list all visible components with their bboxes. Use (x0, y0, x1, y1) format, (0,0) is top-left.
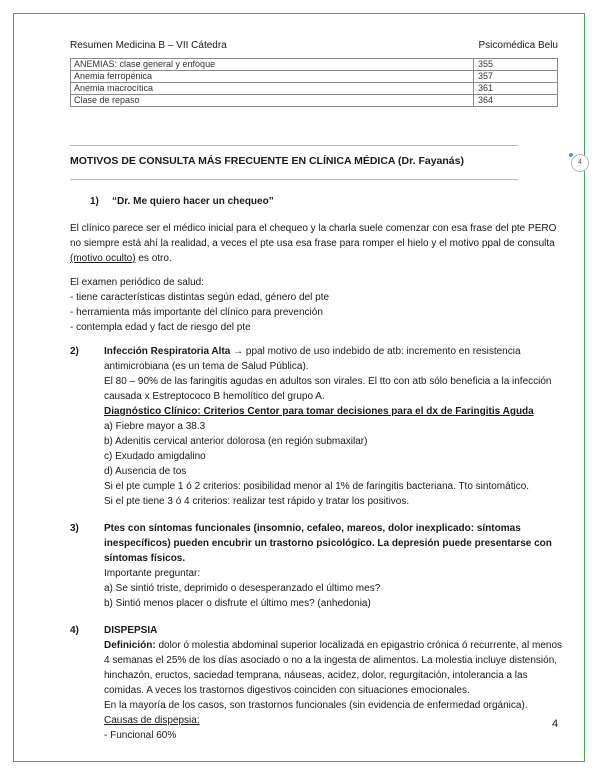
item2-rule2: Si el pte tiene 3 ó 4 criterios: realizar test rápido y tratar los positivos. (104, 496, 410, 507)
list-item: b) Adenitis cervical anterior dolorosa (en región submaxilar) (104, 436, 368, 447)
item1-paragraph (70, 221, 562, 266)
item1-title: “Dr. Me quiero hacer un chequeo” (112, 196, 274, 207)
item2-block: 2) Infección Respiratoria Alta → ppal motivo de uso indebido de atb: incremento en resistencia antimicrobiana (es un tema de Salud Pública). El 80 – 90% de las faringitis agudas en adultos son virales. El tto con atb sólo beneficia a la infección causada x Estreptococo B hemolítico del grupo A. Diagnóstico Clínico: Criterios Centor para tomar decisiones para el dx de Faringitis Aguda a) Fiebre mayor a 38.3 b) Adenitis cervical anterior dolorosa (en región submaxilar) c) Exudado amigdalino d) Ausencia de tos Si el pte cumple 1 ó 2 criterios: posibilidad menor al 1% de faringitis bacteriana. Tto sintomático. Si el pte tiene 3 ó 4 criterios: realizar test rápido y tratar los positivos. (70, 344, 562, 509)
checkup-intro: El examen periódico de salud: (70, 277, 204, 288)
item3-ask: Importante preguntar: (104, 568, 201, 579)
header-right: Psicomédica Belu (478, 40, 558, 51)
item1-text-b: es otro. (135, 253, 172, 264)
list-item: - tiene características distintas según edad, género del pte (70, 292, 330, 303)
list-item: a) Se sintió triste, deprimido o desesperanzado el último mes? (104, 583, 381, 594)
item4-majority: En la mayoría de los casos, son trastornos funcionales (sin evidencia de enfermedad orgánica). (104, 700, 528, 711)
definition-label: Definición: (104, 640, 156, 651)
section-title: MOTIVOS DE CONSULTA MÁS FRECUENTE EN CLÍNICA MÉDICA (Dr. Fayanás) (70, 155, 464, 167)
item1-number: 1) (90, 196, 99, 207)
item2-subheading: Diagnóstico Clínico: Criterios Centor para tomar decisiones para el dx de Faringitis Aguda (104, 406, 534, 417)
document-body (70, 194, 562, 743)
list-item: d) Ausencia de tos (104, 466, 187, 477)
toc-table (70, 58, 558, 107)
item1-heading (70, 194, 562, 209)
toc-page: 361 (474, 83, 558, 95)
list-item: - Funcional 60% (104, 730, 177, 741)
header-left: Resumen Medicina B – VII Cátedra (70, 40, 227, 51)
toc-page: 364 (474, 95, 558, 107)
toc-title: Anemia macrocítica (71, 83, 474, 95)
list-item: - herramienta más importante del clínico para prevención (70, 307, 323, 318)
arrow-icon: → (233, 346, 244, 357)
list-item: b) Sintió menos placer o disfrute el último mes? (anhedonia) (104, 598, 371, 609)
toc-title: ANEMIAS: clase general y enfoque (71, 59, 474, 71)
table-row (71, 83, 558, 95)
item1-text-a: El clínico parece ser el médico inicial para el chequeo y la charla suele comenzar con esa frase del pte PERO no siempre está ahí la realidad, a veces el pte usa esa frase para romper el hielo y el motivo ppal de consulta (70, 223, 557, 249)
table-row (71, 59, 558, 71)
causes-label: Causas de dispepsia: (104, 715, 200, 726)
item4-definition (104, 638, 562, 698)
item2-rule1: Si el pte cumple 1 ó 2 criterios: posibilidad menor al 1% de faringitis bacteriana. Tto sintomático. (104, 481, 530, 492)
list-item: - contempla edad y fact de riesgo del pte (70, 322, 251, 333)
definition-text: dolor ó molestia abdominal superior localizada en epigastrio crónica ó recurrente, al menos 4 semanas el 25% de los días asociado o no a la ingesta de alimentos. La molestia incluye distensión, hinchazón, eructos, saciedad temprana, náuseas, acidez, dolor, regurgitación, intolerancia a las comidas. A veces los trastornos digestivos coinciden con situaciones emocionales. (104, 640, 562, 696)
toc-page: 355 (474, 59, 558, 71)
item2-title: Infección Respiratoria Alta (104, 346, 231, 357)
item3-block: 3) Ptes con síntomas funcionales (insomnio, cefaleo, mareos, dolor inexplicado: síntomas inespecíficos) pueden encubrir un trastorno psicológico. La depresión puede presentarse con síntomas físicos. Importante preguntar: a) Se sintió triste, deprimido o desesperanzado el último mes? b) Sintió menos placer o disfrute el último mes? (anhedonia) (70, 521, 562, 611)
table-row (71, 95, 558, 107)
toc-title: Clase de repaso (71, 95, 474, 107)
table-row (71, 71, 558, 83)
toc-title: Anemia ferropénica (71, 71, 474, 83)
item2-title-rest: ppal motivo de uso indebido de atb: incremento en resistencia antimicrobiana (es un tema de Salud Pública). (104, 346, 521, 372)
page-number: 4 (552, 718, 559, 730)
item2-paragraph: El 80 – 90% de las faringitis agudas en adultos son virales. El tto con atb sólo beneficia a la infección causada x Estreptococo B hemolítico del grupo A. (104, 376, 552, 402)
page-marker-badge[interactable]: 4 (571, 154, 589, 172)
item1-underlined: (motivo oculto) (70, 253, 136, 264)
item3-title: Ptes con síntomas funcionales (insomnio, cefaleo, mareos, dolor inexplicado: síntomas inespecíficos) pueden encubrir un trastorno psicológico. La depresión puede presentarse con síntomas físicos. (104, 523, 552, 564)
item4-block: 4) DISPEPSIA Definición: dolor ó molestia abdominal superior localizada en epigastrio crónica ó recurrente, al menos 4 semanas el 25% de los días asociado o no a la ingesta de alimentos. La molestia incluye distensión, hinchazón, eructos, saciedad temprana, náuseas, acidez, dolor, regurgitación, intolerancia a las comidas. A veces los trastornos digestivos coinciden con situaciones emocionales. En la mayoría de los casos, son trastornos funcionales (sin evidencia de enfermedad orgánica). Causas de dispepsia: - Funcional 60% (70, 625, 562, 741)
item4-title: DISPEPSIA (104, 625, 158, 636)
section-rule-bottom (70, 179, 518, 180)
section-rule-top (70, 145, 518, 146)
list-item: c) Exudado amigdalino (104, 451, 206, 462)
list-item: a) Fiebre mayor a 38.3 (104, 421, 206, 432)
toc-page: 357 (474, 71, 558, 83)
